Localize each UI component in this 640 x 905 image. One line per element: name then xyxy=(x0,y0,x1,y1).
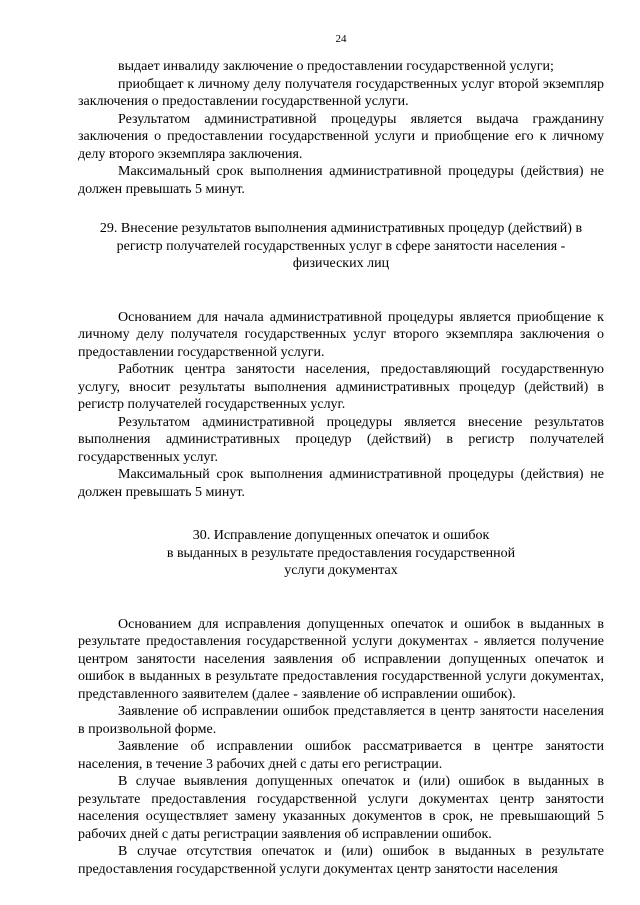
section-29-paragraph: Основанием для начала административной процедуры является приобщение к личному делу получателя государственных услуг второго экземпляра заключения о предоставлении государственной услуги. xyxy=(78,309,604,360)
intro-block xyxy=(78,58,604,198)
intro-paragraph: выдает инвалиду заключение о предоставлении государственной услуги; xyxy=(118,59,554,74)
section-29-heading xyxy=(78,220,604,273)
section-29-paragraph: Результатом административной процедуры является внесение результатов выполнения административных процедур (действий) в регистр получателей государственных услуг. xyxy=(78,414,604,465)
section-30-paragraph: Заявление об исправлении ошибок представляется в центр занятости населения в произвольной форме. xyxy=(78,704,604,737)
intro-paragraph: приобщает к личному делу получателя государственных услуг второй экземпляр заключения о предоставлении государственной услуги. xyxy=(78,76,604,109)
section-30-paragraph: В случае выявления допущенных опечаток и (или) ошибок в выданных в результате предоставления государственной услуги документах центр занятости населения осуществляет замену указанных документов в срок, не превышающий 5 рабочих дней с даты регистрации заявления об исправлении ошибок. xyxy=(78,774,604,842)
section-29-body xyxy=(78,309,604,502)
section-30-body xyxy=(78,616,604,879)
section-30-heading xyxy=(78,527,604,580)
section-29-paragraph: Максимальный срок выполнения административной процедуры (действия) не должен превышать 5 минут. xyxy=(78,467,604,500)
heading-line: услуги документах xyxy=(284,563,398,578)
heading-line: 29. Внесение результатов выполнения административных процедур (действий) в xyxy=(99,221,583,236)
section-30-paragraph: В случае отсутствия опечаток и (или) ошибок в выданных в результате предоставления государственной услуги документах центр занятости населения xyxy=(78,844,604,877)
heading-line: 30. Исправление допущенных опечаток и ошибок xyxy=(192,528,490,543)
intro-paragraph: Результатом административной процедуры является выдача гражданину заключения о предоставлении государственной услуги и приобщение его к личному делу второго экземпляра заключения. xyxy=(78,111,604,162)
heading-line: в выданных в результате предоставления государственной xyxy=(166,545,516,561)
section-29-paragraph: Работник центра занятости населения, предоставляющий государственную услугу, вносит результаты выполнения административных процедур (действий) в регистр получателей государственных услуг. xyxy=(78,362,604,412)
section-30-paragraph: Заявление об исправлении ошибок рассматривается в центре занятости населения, в течение 3 рабочих дней с даты его регистрации. xyxy=(78,739,604,772)
page-number: 24 xyxy=(335,33,347,45)
heading-line: регистр получателей государственных услуг в сфере занятости населения - xyxy=(116,238,566,254)
section-30-paragraph: Основанием для исправления допущенных опечаток и ошибок в выданных в результате предоставления государственной услуги документах - является получение центром занятости населения заявления об исправлении допущенных опечаток и ошибок в выданных в результате предоставления государственной услуги документах, представленного заявителем (далее - заявление об исправлении ошибок). xyxy=(78,616,604,702)
heading-line: физических лиц xyxy=(292,256,390,271)
intro-paragraph: Максимальный срок выполнения административной процедуры (действия) не должен превышать 5 минут. xyxy=(78,164,604,197)
